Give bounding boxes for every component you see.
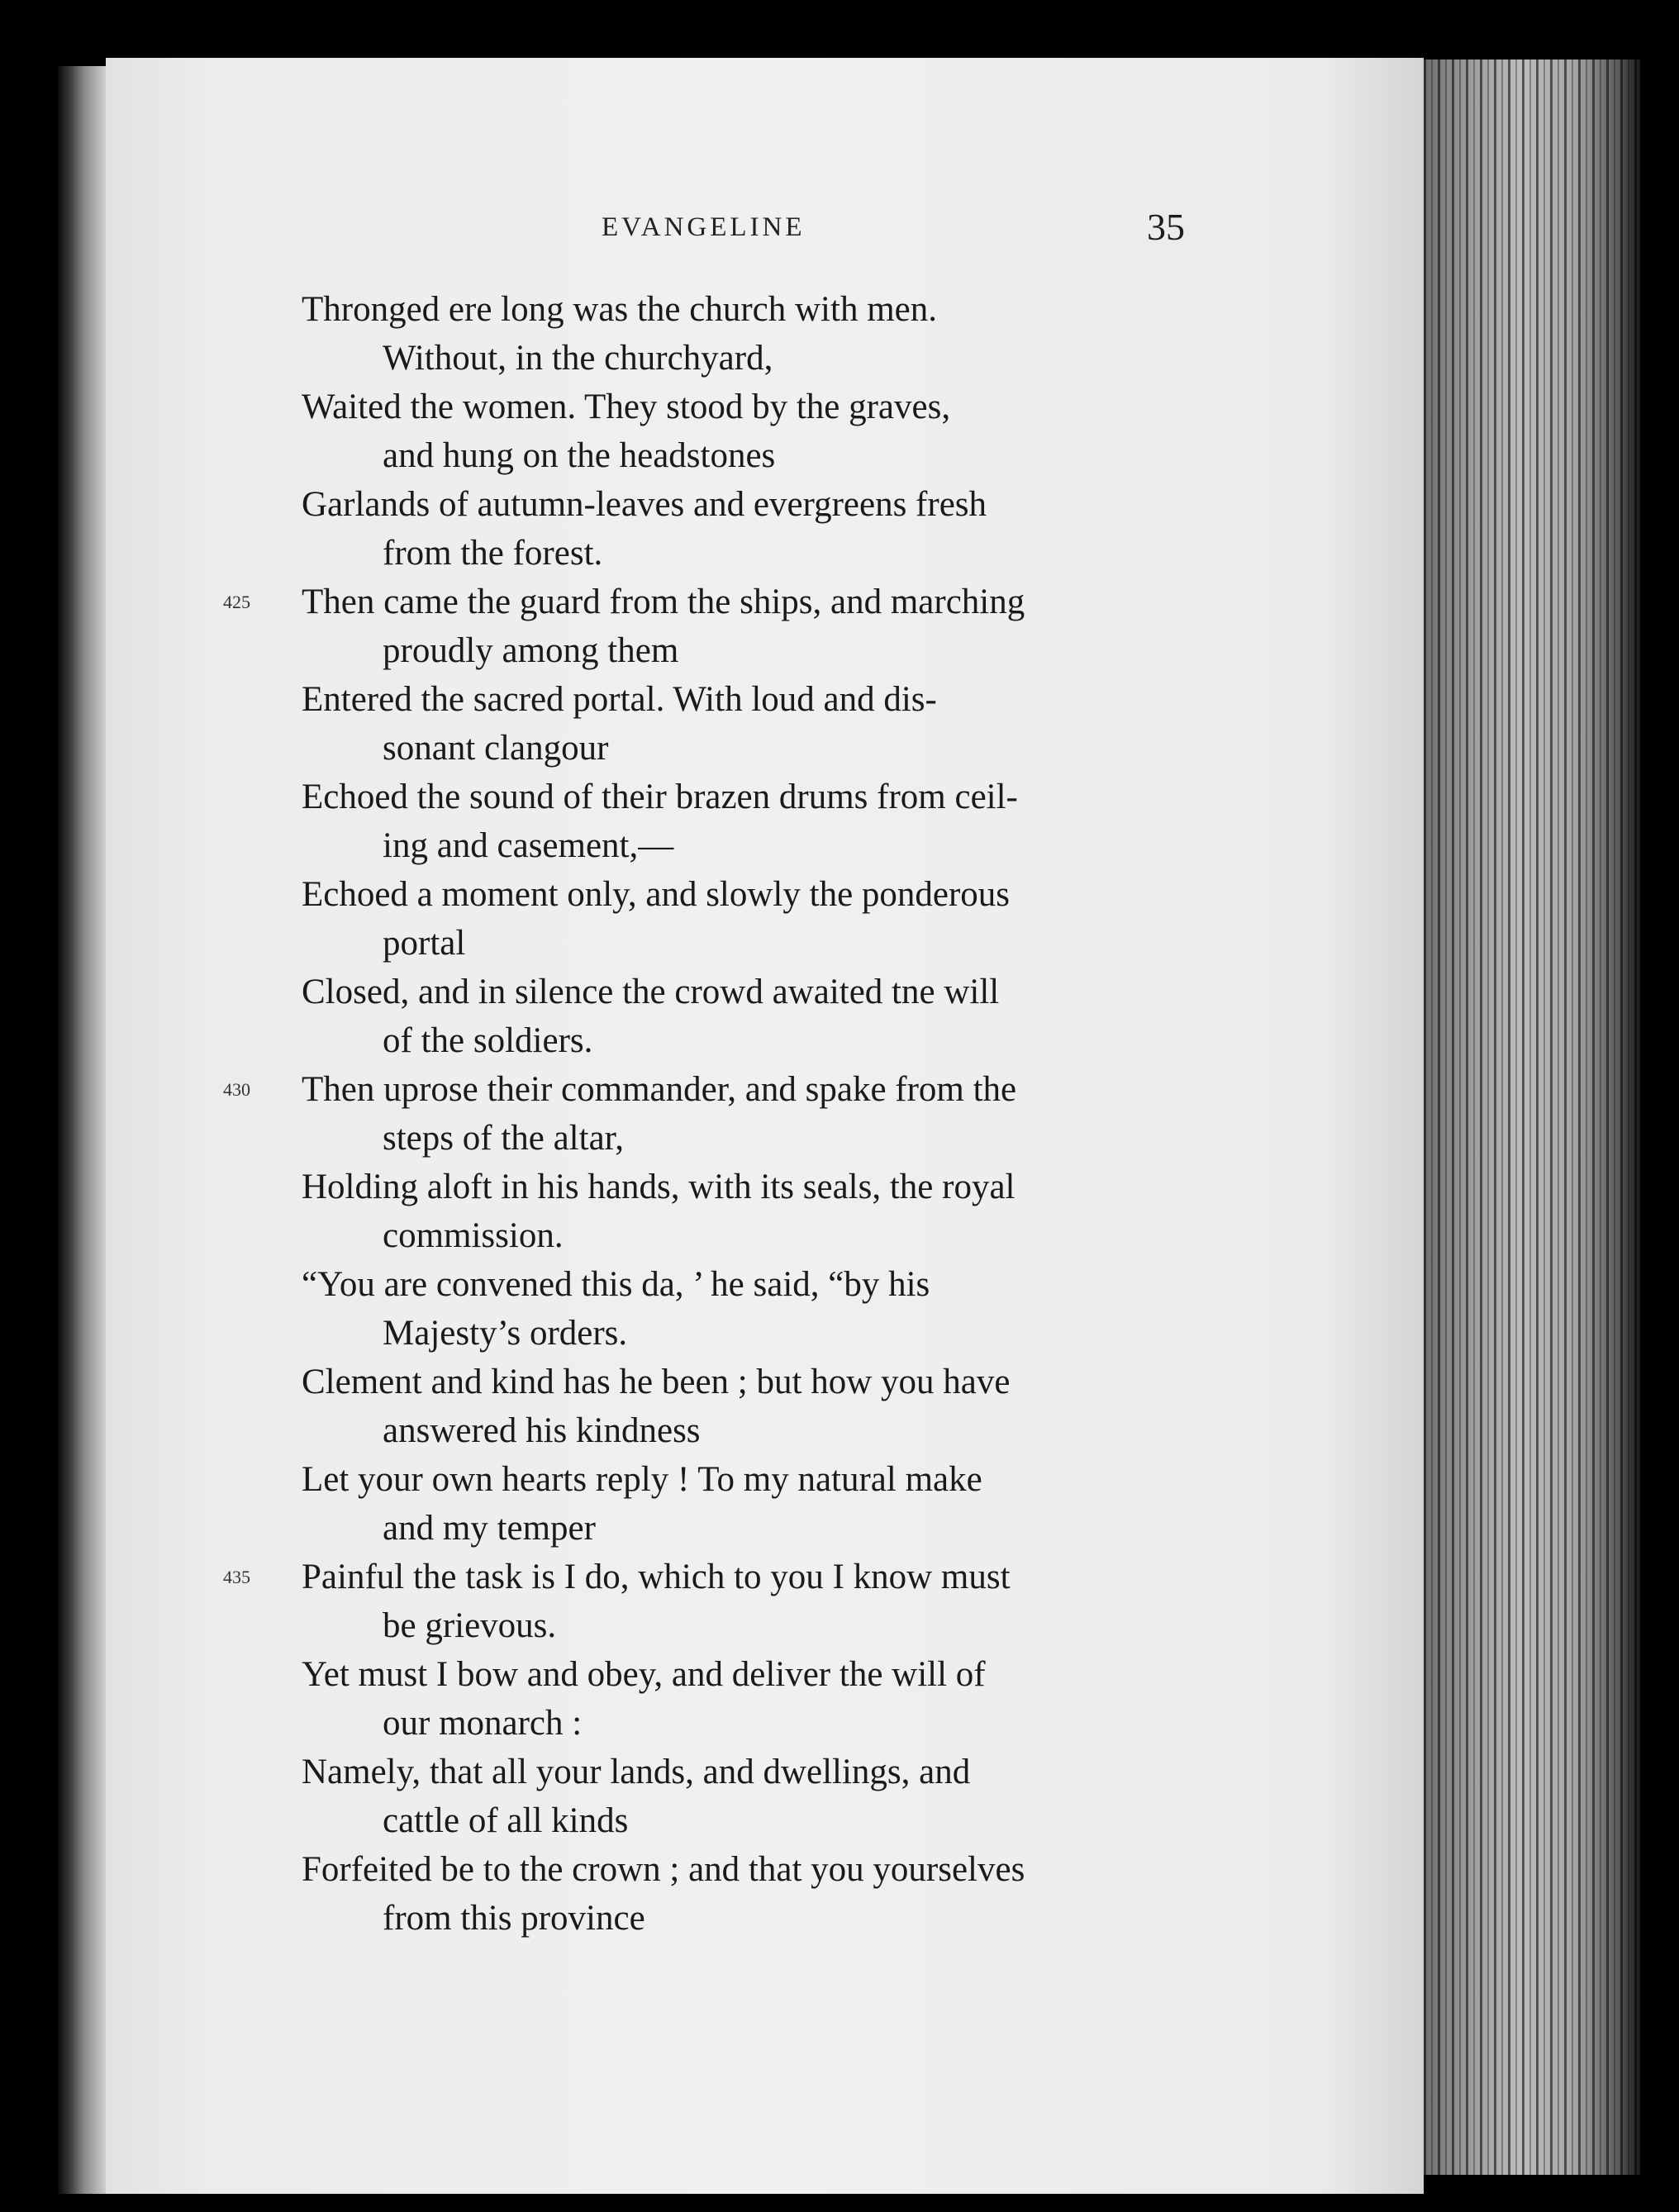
verse-line: Yet must I bow and obey, and deliver the will of xyxy=(302,1655,986,1694)
verse-line: Let your own hearts reply ! To my natural make xyxy=(302,1460,982,1499)
poem-text xyxy=(223,285,1219,1943)
line-number: 435 xyxy=(223,1567,250,1587)
page-block-edges xyxy=(1424,59,1640,2175)
verse-line-continuation: portal xyxy=(383,924,466,963)
verse-line-continuation: be grievous. xyxy=(383,1606,557,1645)
verse-line: Entered the sacred portal. With loud and dis- xyxy=(302,680,937,719)
verse-line: Garlands of autumn-leaves and evergreens fresh xyxy=(302,485,987,524)
verse-line: Clement and kind has he been ; but how you have xyxy=(302,1363,1011,1401)
verse-line: Echoed the sound of their brazen drums from ceil- xyxy=(302,778,1018,816)
verse-line-continuation: Without, in the churchyard, xyxy=(383,339,773,378)
verse-line-continuation: Majesty’s orders. xyxy=(383,1314,628,1353)
line-number: 425 xyxy=(223,592,250,612)
verse-line: Waited the women. They stood by the graves, xyxy=(302,388,951,426)
verse-line-continuation: from the forest. xyxy=(383,534,603,573)
line-number: 430 xyxy=(223,1079,250,1100)
verse-line: “You are convened this da, ’ he said, “by his xyxy=(302,1265,930,1304)
verse-line-continuation: sonant clangour xyxy=(383,729,609,768)
verse-line: Closed, and in silence the crowd awaited tne will xyxy=(302,973,1000,1011)
facing-page-edge xyxy=(58,66,106,2194)
verse-line-continuation: of the soldiers. xyxy=(383,1021,593,1060)
verse-line-continuation: cattle of all kinds xyxy=(383,1801,629,1840)
verse-line: Holding aloft in his hands, with its seals, the royal xyxy=(302,1168,1015,1206)
verse-line-continuation: commission. xyxy=(383,1216,564,1255)
page-number: 35 xyxy=(1147,206,1185,248)
verse-line-continuation: from this province xyxy=(383,1899,645,1938)
verse-line: Namely, that all your lands, and dwellings, and xyxy=(302,1753,971,1791)
verse-line: Echoed a moment only, and slowly the ponderous xyxy=(302,875,1011,914)
verse-line: Thronged ere long was the church with men. xyxy=(302,290,937,329)
verse-line-continuation: steps of the altar, xyxy=(383,1119,625,1158)
verse-line-continuation: proudly among them xyxy=(383,631,679,670)
verse-line: Forfeited be to the crown ; and that you yourselves xyxy=(302,1850,1025,1889)
verse-line-continuation: and my temper xyxy=(383,1509,596,1548)
verse-line: Painful the task is I do, which to you I know must xyxy=(302,1558,1011,1596)
running-head: EVANGELINE xyxy=(602,212,806,242)
verse-line-continuation: answered his kindness xyxy=(383,1411,701,1450)
verse-line: Then came the guard from the ships, and marching xyxy=(302,583,1025,621)
verse-line-continuation: our monarch : xyxy=(383,1704,583,1743)
verse-line-continuation: and hung on the headstones xyxy=(383,436,776,475)
verse-line-continuation: ing and casement,— xyxy=(383,826,674,865)
verse-line: Then uprose their commander, and spake from the xyxy=(302,1070,1017,1109)
